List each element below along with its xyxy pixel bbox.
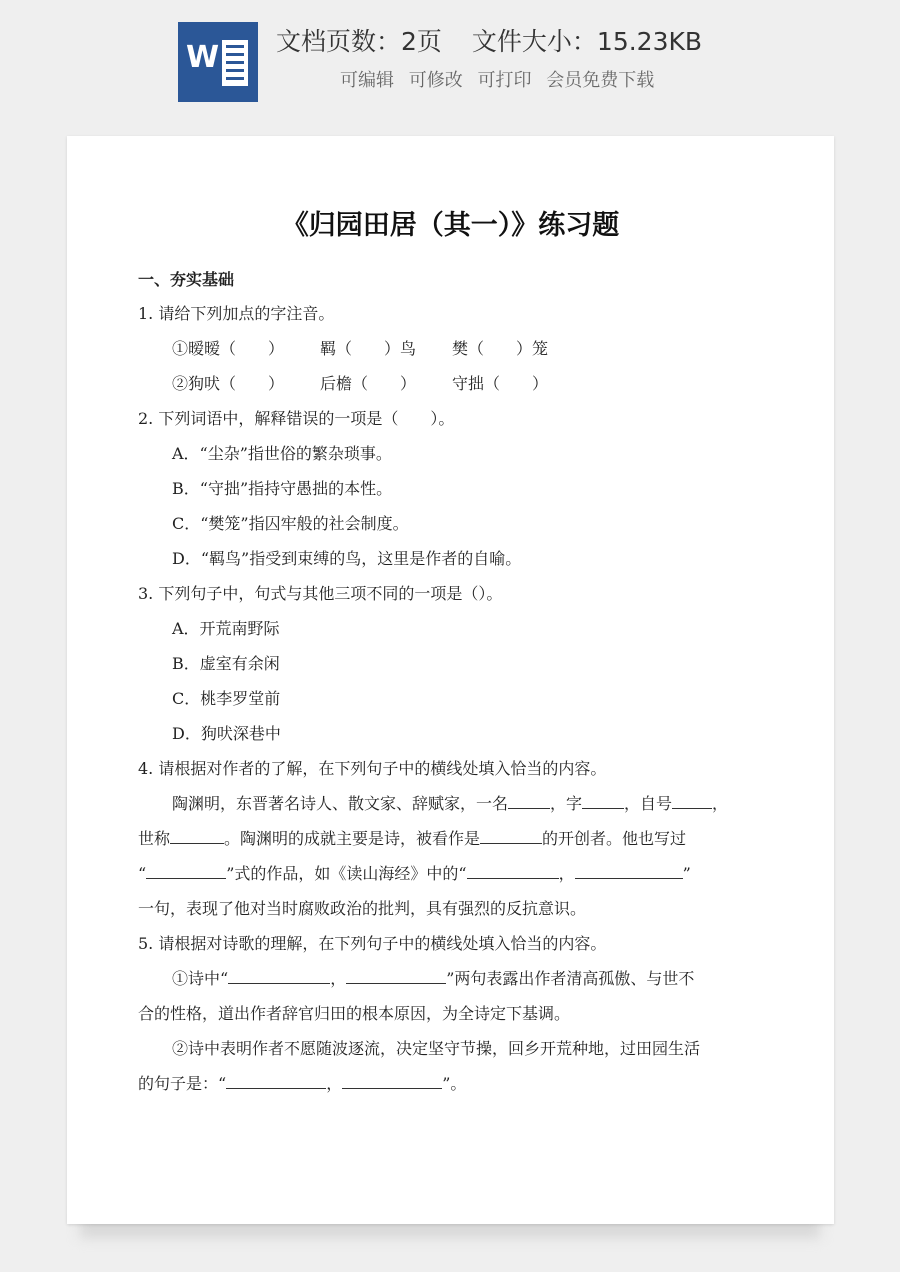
tag-printable: 可打印 <box>477 70 532 91</box>
q5-part1-line1 <box>172 969 694 989</box>
q5-text: ， <box>326 1074 343 1093</box>
q3-stem: 3. 下列句子中，句式与其他三项不同的一项是（）。 <box>138 584 503 603</box>
q1-row2 <box>172 374 548 394</box>
q4-text: 世称 <box>138 829 171 848</box>
doc-meta <box>276 22 702 58</box>
document-page <box>67 136 834 1224</box>
section-heading: 一、夯实基础 <box>138 270 235 289</box>
q4-line2 <box>138 829 686 849</box>
fill-blank[interactable] <box>467 864 559 879</box>
q4-text: ， <box>712 794 729 813</box>
q1-item: 守拙（ ） <box>452 374 549 393</box>
q5-text: ①诗中“ <box>172 969 229 988</box>
fill-blank[interactable] <box>146 864 226 879</box>
q2-option-a: A．“尘杂”指世俗的繁杂琐事。 <box>172 444 392 463</box>
q1-item: 后檐（ ） <box>320 374 417 393</box>
tag-editable: 可编辑 <box>340 70 394 91</box>
q5-stem: 5. 请根据对诗歌的理解，在下列句子中的横线处填入恰当的内容。 <box>138 934 607 953</box>
q4-text: ” <box>682 864 691 883</box>
q4-text: ， <box>558 864 575 883</box>
q5-part2-line1: ②诗中表明作者不愿随波逐流，决定坚守节操，回乡开荒种地，过田园生活 <box>172 1039 701 1058</box>
q4-text: 陶渊明，东晋著名诗人、散文家、辞赋家，一名 <box>172 794 509 813</box>
page-count: 文档页数：2页 <box>276 27 442 56</box>
tag-member-free: 会员免费下载 <box>546 70 655 91</box>
q2-option-b: B．“守拙”指持守愚拙的本性。 <box>172 479 393 498</box>
q2-stem: 2. 下列词语中，解释错误的一项是（ ）。 <box>138 409 455 428</box>
q2-option-c: C．“樊笼”指囚牢般的社会制度。 <box>172 514 409 533</box>
q5-part1-line2: 合的性格，道出作者辞官归田的根本原因，为全诗定下基调。 <box>138 1004 571 1023</box>
q4-text: ，字 <box>550 794 583 813</box>
file-size: 文件大小：15.23KB <box>471 27 703 56</box>
fill-blank[interactable] <box>508 794 550 809</box>
q5-text: ， <box>330 969 347 988</box>
fill-blank[interactable] <box>672 794 712 809</box>
q4-line3 <box>138 864 691 884</box>
q1-item: ①暧暧（ ） <box>172 339 285 358</box>
fill-blank[interactable] <box>170 829 224 844</box>
q3-option-a: A．开荒南野际 <box>172 619 280 638</box>
q2-option-d: D．“羁鸟”指受到束缚的鸟，这里是作者的自喻。 <box>172 549 522 568</box>
q1-row1 <box>172 339 548 359</box>
fill-blank[interactable] <box>575 864 683 879</box>
word-document-icon: W <box>178 22 258 102</box>
fill-blank[interactable] <box>480 829 542 844</box>
q5-text: ”。 <box>442 1074 467 1093</box>
q4-text: 的开创者。他也写过 <box>542 829 687 848</box>
q1-item: 樊（ ）笼 <box>452 339 549 358</box>
q4-text: ”式的作品，如《读山海经》中的“ <box>226 864 467 883</box>
doc-tags <box>340 66 663 92</box>
tag-modifiable: 可修改 <box>408 70 463 91</box>
doc-info-header <box>0 0 900 120</box>
q3-option-d: D．狗吠深巷中 <box>172 724 281 743</box>
q4-text: ，自号 <box>624 794 673 813</box>
document-title: 《归园田居（其一）》练习题 <box>281 210 620 241</box>
q5-part2-line2 <box>138 1074 466 1094</box>
q4-text: 。陶渊明的成就主要是诗，被看作是 <box>224 829 481 848</box>
q1-item: 羁（ ）鸟 <box>320 339 417 358</box>
q3-option-c: C．桃李罗堂前 <box>172 689 281 708</box>
q1-item: ②狗吠（ ） <box>172 374 285 393</box>
q5-text: ”两句表露出作者清高孤傲、与世不 <box>446 969 695 988</box>
fill-blank[interactable] <box>342 1074 442 1089</box>
fill-blank[interactable] <box>346 969 446 984</box>
q3-option-b: B．虚室有余闲 <box>172 654 280 673</box>
fill-blank[interactable] <box>582 794 624 809</box>
q4-stem: 4. 请根据对作者的了解，在下列句子中的横线处填入恰当的内容。 <box>138 759 607 778</box>
fill-blank[interactable] <box>226 1074 326 1089</box>
q4-line4: 一句，表现了他对当时腐败政治的批判，具有强烈的反抗意识。 <box>138 899 587 918</box>
q5-text: 的句子是：“ <box>138 1074 227 1093</box>
q4-text: “ <box>138 864 147 883</box>
q4-line1 <box>172 794 728 814</box>
q1-stem: 1. 请给下列加点的字注音。 <box>138 304 335 323</box>
fill-blank[interactable] <box>228 969 330 984</box>
